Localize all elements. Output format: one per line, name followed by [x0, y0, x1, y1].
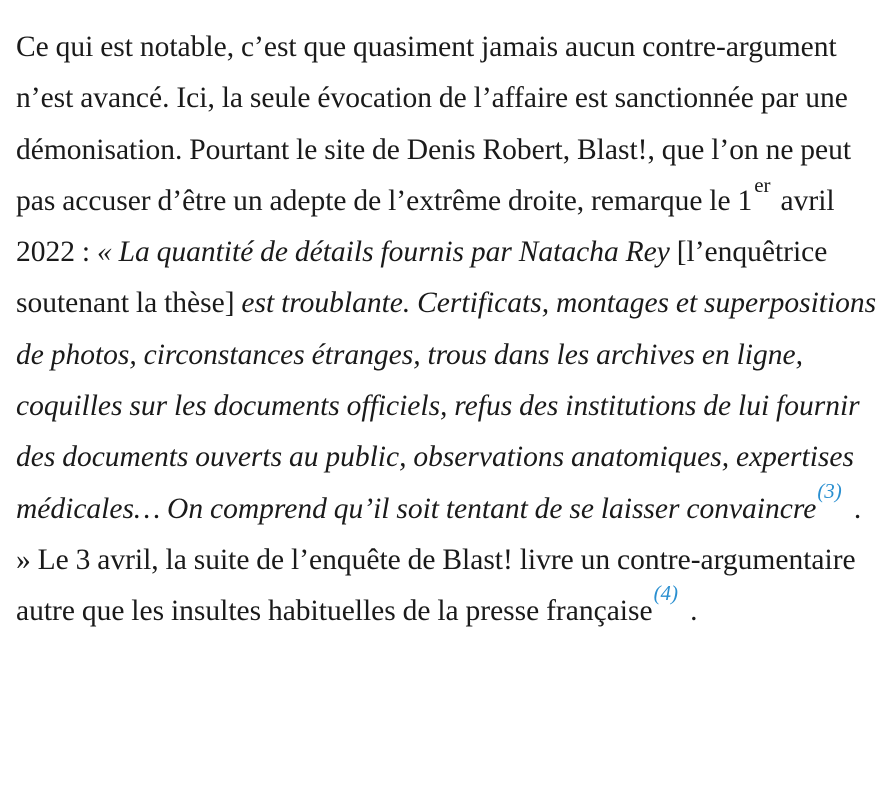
text-segment: Ce qui est notable, c’est que quasiment jamais aucun contre-argument n’est avancé. Ici, la seule évocation de l’affaire est sanctionnée par une démonisation. Pourtant le site de Denis Robert, Blast!, que l’on ne peut pas accuser d’être un adepte de l’extrême droite, remarque le 1	[16, 31, 852, 217]
footnote-link-3[interactable]: (3)	[817, 478, 842, 503]
ordinal-superscript: er	[754, 173, 771, 198]
quote-segment: « La quantité de détails fournis par Natacha Rey	[96, 236, 677, 269]
text-segment: .	[690, 595, 698, 628]
text-segment: . » Le 3 avril, la suite de l’enquête de Blast! livre un contre-argumentaire autre que les insultes habituelles de la presse française	[16, 492, 862, 628]
text-segment: avril 2022 :	[16, 184, 835, 269]
quote-segment: est troublante. Certificats, montages et superpositions de photos, circonstances étranges, trous dans les archives en ligne, coquilles sur les documents officiels, refus des institutions de lui fournir des documents ouverts au public, observations anatomiques, expertises médicales… On comprend qu’il soit tentant de se laisser convaincre	[16, 287, 877, 525]
footnote-link-4[interactable]: (4)	[653, 581, 679, 606]
text-segment: [l’enquêtrice soutenant la thèse]	[16, 236, 828, 320]
paragraph	[16, 22, 877, 638]
